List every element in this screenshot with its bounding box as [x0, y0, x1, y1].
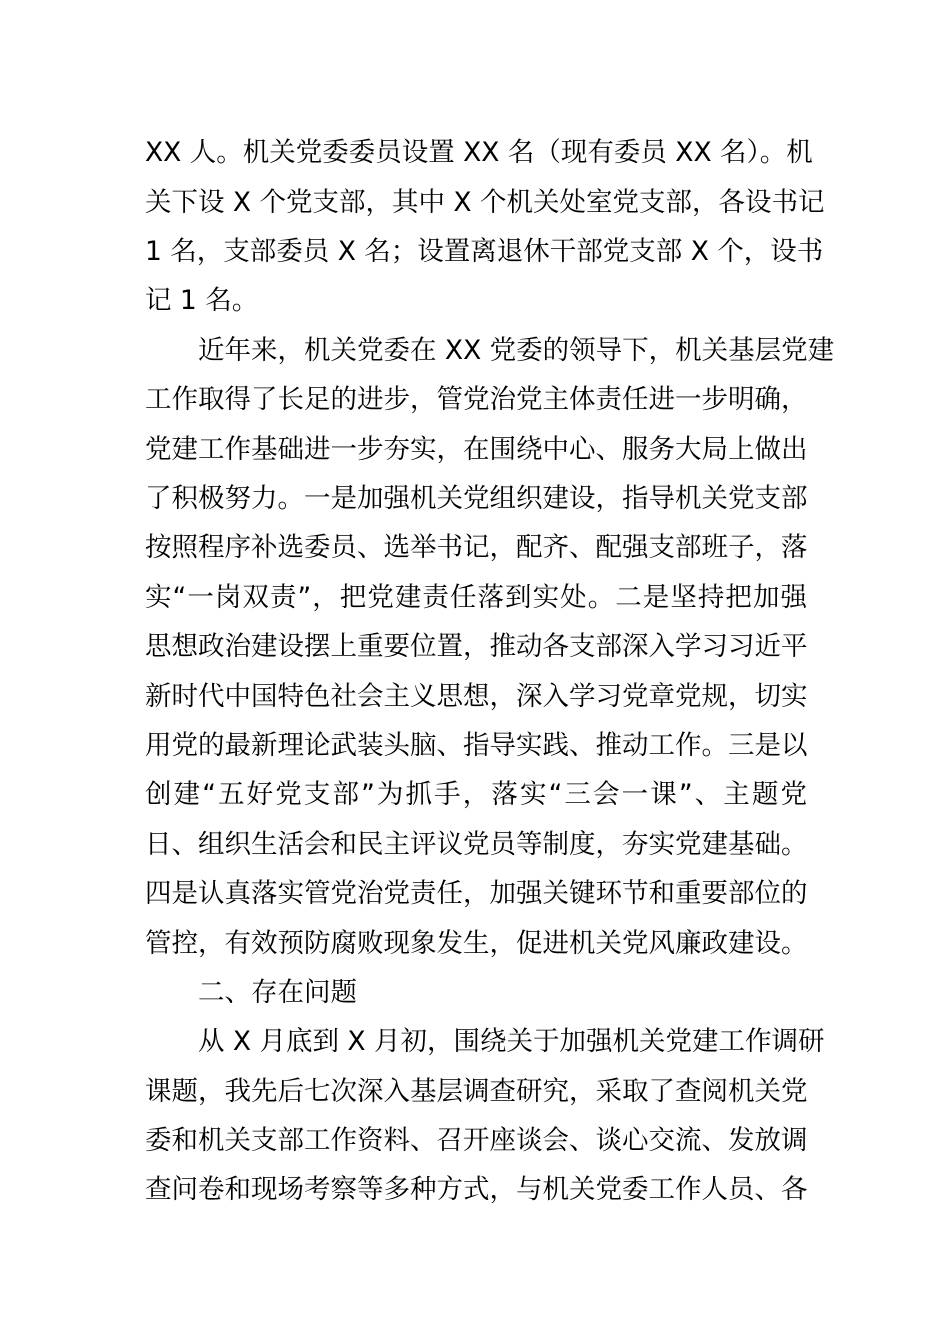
paragraph-2-line-13: 管控，有效预防腐败现象发生，促进机关党风廉政建设。 — [145, 928, 808, 959]
paragraph-1-line-4: 记 1 名。 — [145, 285, 259, 316]
section-heading: 二、存在问题 — [198, 977, 357, 1008]
paragraph-3-line-1: 从 X 月底到 X 月初，围绕关于加强机关党建工作调研 — [198, 1026, 825, 1057]
paragraph-1-line-1: XX 人。机关党委委员设置 XX 名（现有委员 XX 名）。机 — [145, 137, 813, 168]
paragraph-2-line-3: 党建工作基础进一步夯实，在围绕中心、服务大局上做出 — [145, 434, 808, 465]
paragraph-2-line-6: 实“一岗双责”，把党建责任落到实处。二是坚持把加强 — [145, 582, 807, 613]
paragraph-2-line-9: 用党的最新理论武装头脑、指导实践、推动工作。三是以 — [145, 730, 808, 761]
paragraph-2-line-4: 了积极努力。一是加强机关党组织建设，指导机关党支部 — [145, 483, 808, 514]
paragraph-3-line-3: 委和机关支部工作资料、召开座谈会、谈心交流、发放调 — [145, 1125, 808, 1156]
paragraph-1-line-2: 关下设 X 个党支部，其中 X 个机关处室党支部，各设书记 — [145, 187, 825, 218]
paragraph-2-line-8: 新时代中国特色社会主义思想，深入学习党章党规，切实 — [145, 681, 808, 712]
paragraph-2-line-5: 按照程序补选委员、选举书记，配齐、配强支部班子，落 — [145, 532, 808, 563]
paragraph-2-line-12: 四是认真落实管党治党责任，加强关键环节和重要部位的 — [145, 878, 808, 909]
paragraph-2-line-7: 思想政治建设摆上重要位置，推动各支部深入学习习近平 — [145, 631, 808, 662]
paragraph-2-line-11: 日、组织生活会和民主评议党员等制度，夯实党建基础。 — [145, 829, 808, 860]
paragraph-3-line-2: 课题，我先后七次深入基层调查研究，采取了查阅机关党 — [145, 1076, 808, 1107]
paragraph-1-line-3: 1 名，支部委员 X 名；设置离退休干部党支部 X 个，设书 — [145, 236, 824, 267]
paragraph-2-line-2: 工作取得了长足的进步，管党治党主体责任进一步明确， — [145, 384, 808, 415]
paragraph-2-line-10: 创建“五好党支部”为抓手，落实“三会一课”、主题党 — [145, 779, 807, 810]
paragraph-2-line-1: 近年来，机关党委在 XX 党委的领导下，机关基层党建 — [198, 335, 835, 366]
paragraph-3-line-4: 查问卷和现场考察等多种方式，与机关党委工作人员、各 — [145, 1174, 808, 1205]
